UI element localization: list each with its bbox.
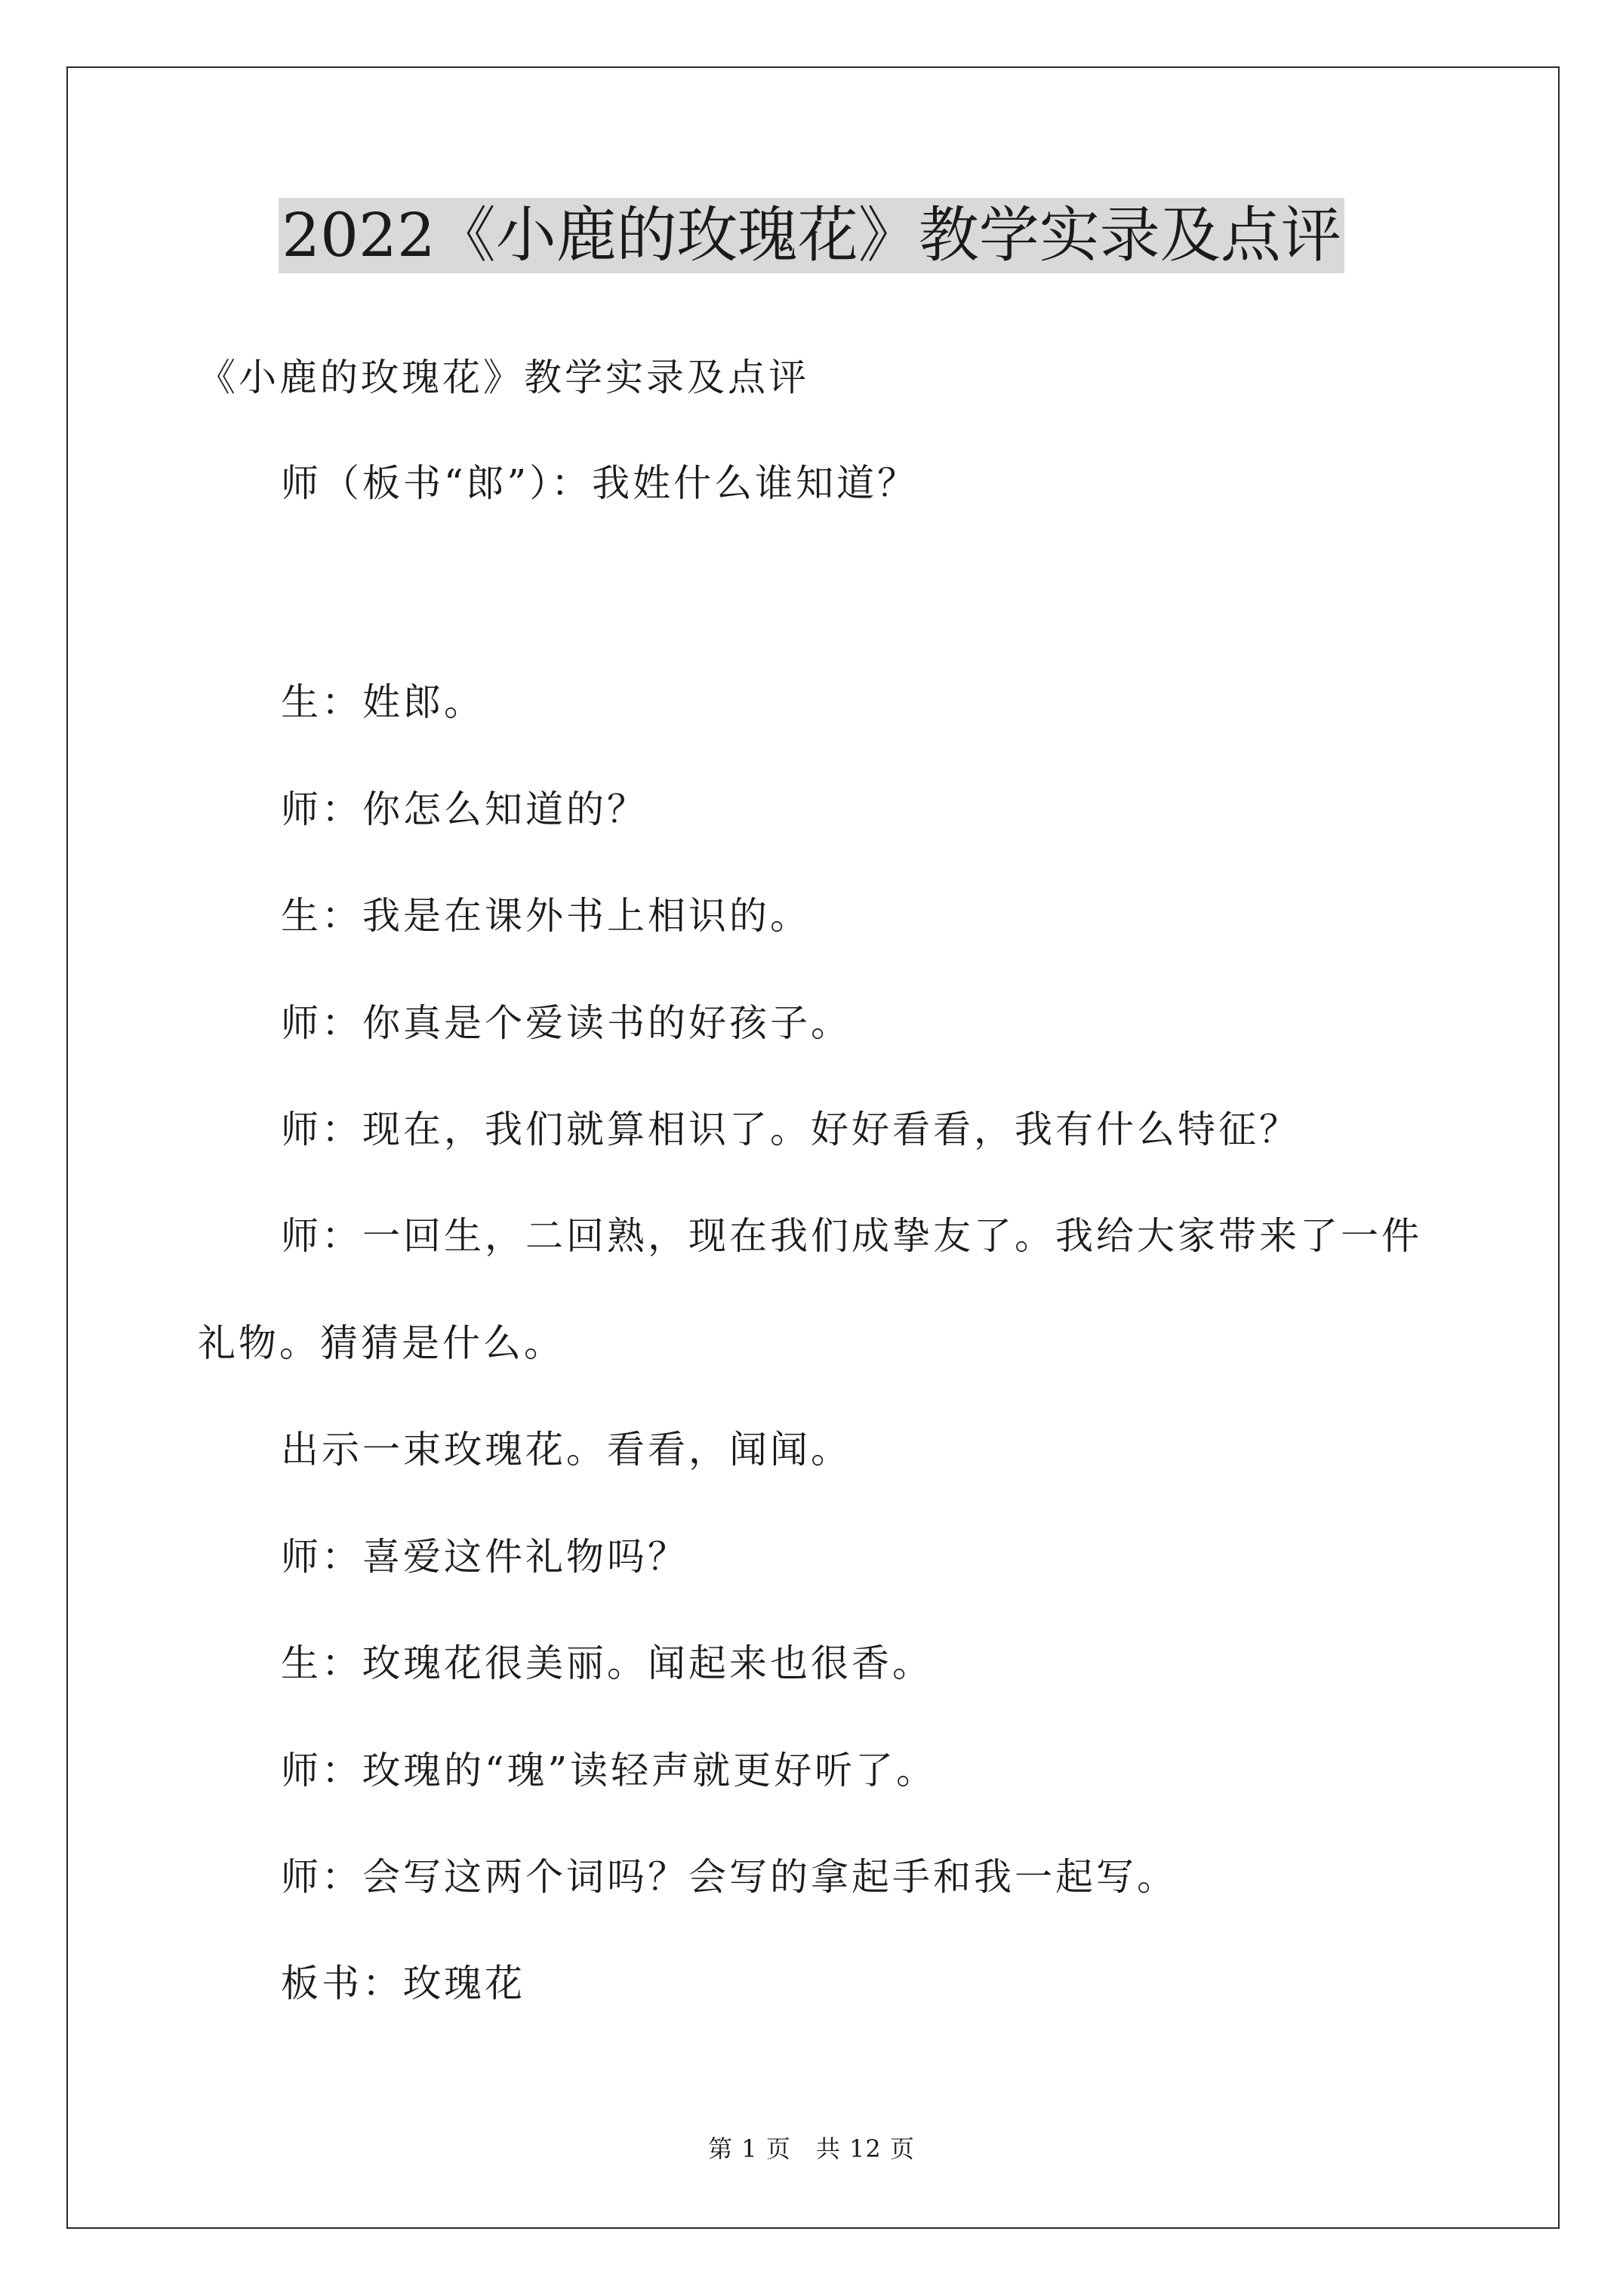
document-subtitle: 《小鹿的玫瑰花》教学实录及点评 <box>198 356 809 399</box>
paragraph-continuation: 礼物。猜猜是什么。 <box>198 1321 565 1365</box>
paragraph: 板书：玫瑰花 <box>281 1962 525 2005</box>
document-title <box>0 198 1623 273</box>
paragraph: 师：喜爱这件礼物吗？ <box>281 1535 688 1579</box>
paragraph: 师（板书“郎”）：我姓什么谁知道？ <box>281 461 919 505</box>
paragraph: 师：你怎么知道的？ <box>281 787 648 831</box>
paragraph: 师：现在，我们就算相识了。好好看看，我有什么特征？ <box>281 1108 1300 1151</box>
paragraph: 师：你真是个爱读书的好孩子。 <box>281 1001 852 1045</box>
document-title-text: 2022《小鹿的玫瑰花》教学实录及点评 <box>279 198 1344 273</box>
paragraph: 师：会写这两个词吗？会写的拿起手和我一起写。 <box>281 1855 1178 1899</box>
paragraph: 生：玫瑰花很美丽。闻起来也很香。 <box>281 1641 933 1685</box>
paragraph: 师：一回生，二回熟，现在我们成挚友了。我给大家带来了一件 <box>281 1214 1422 1258</box>
paragraph: 生：我是在课外书上相识的。 <box>281 894 811 938</box>
page-footer: 第 1 页 共 12 页 <box>708 2134 915 2163</box>
paragraph: 生：姓郎。 <box>281 680 485 724</box>
paragraph: 师：玫瑰的“瑰”读轻声就更好听了。 <box>281 1749 938 1792</box>
paragraph: 出示一束玫瑰花。看看，闻闻。 <box>281 1428 852 1472</box>
